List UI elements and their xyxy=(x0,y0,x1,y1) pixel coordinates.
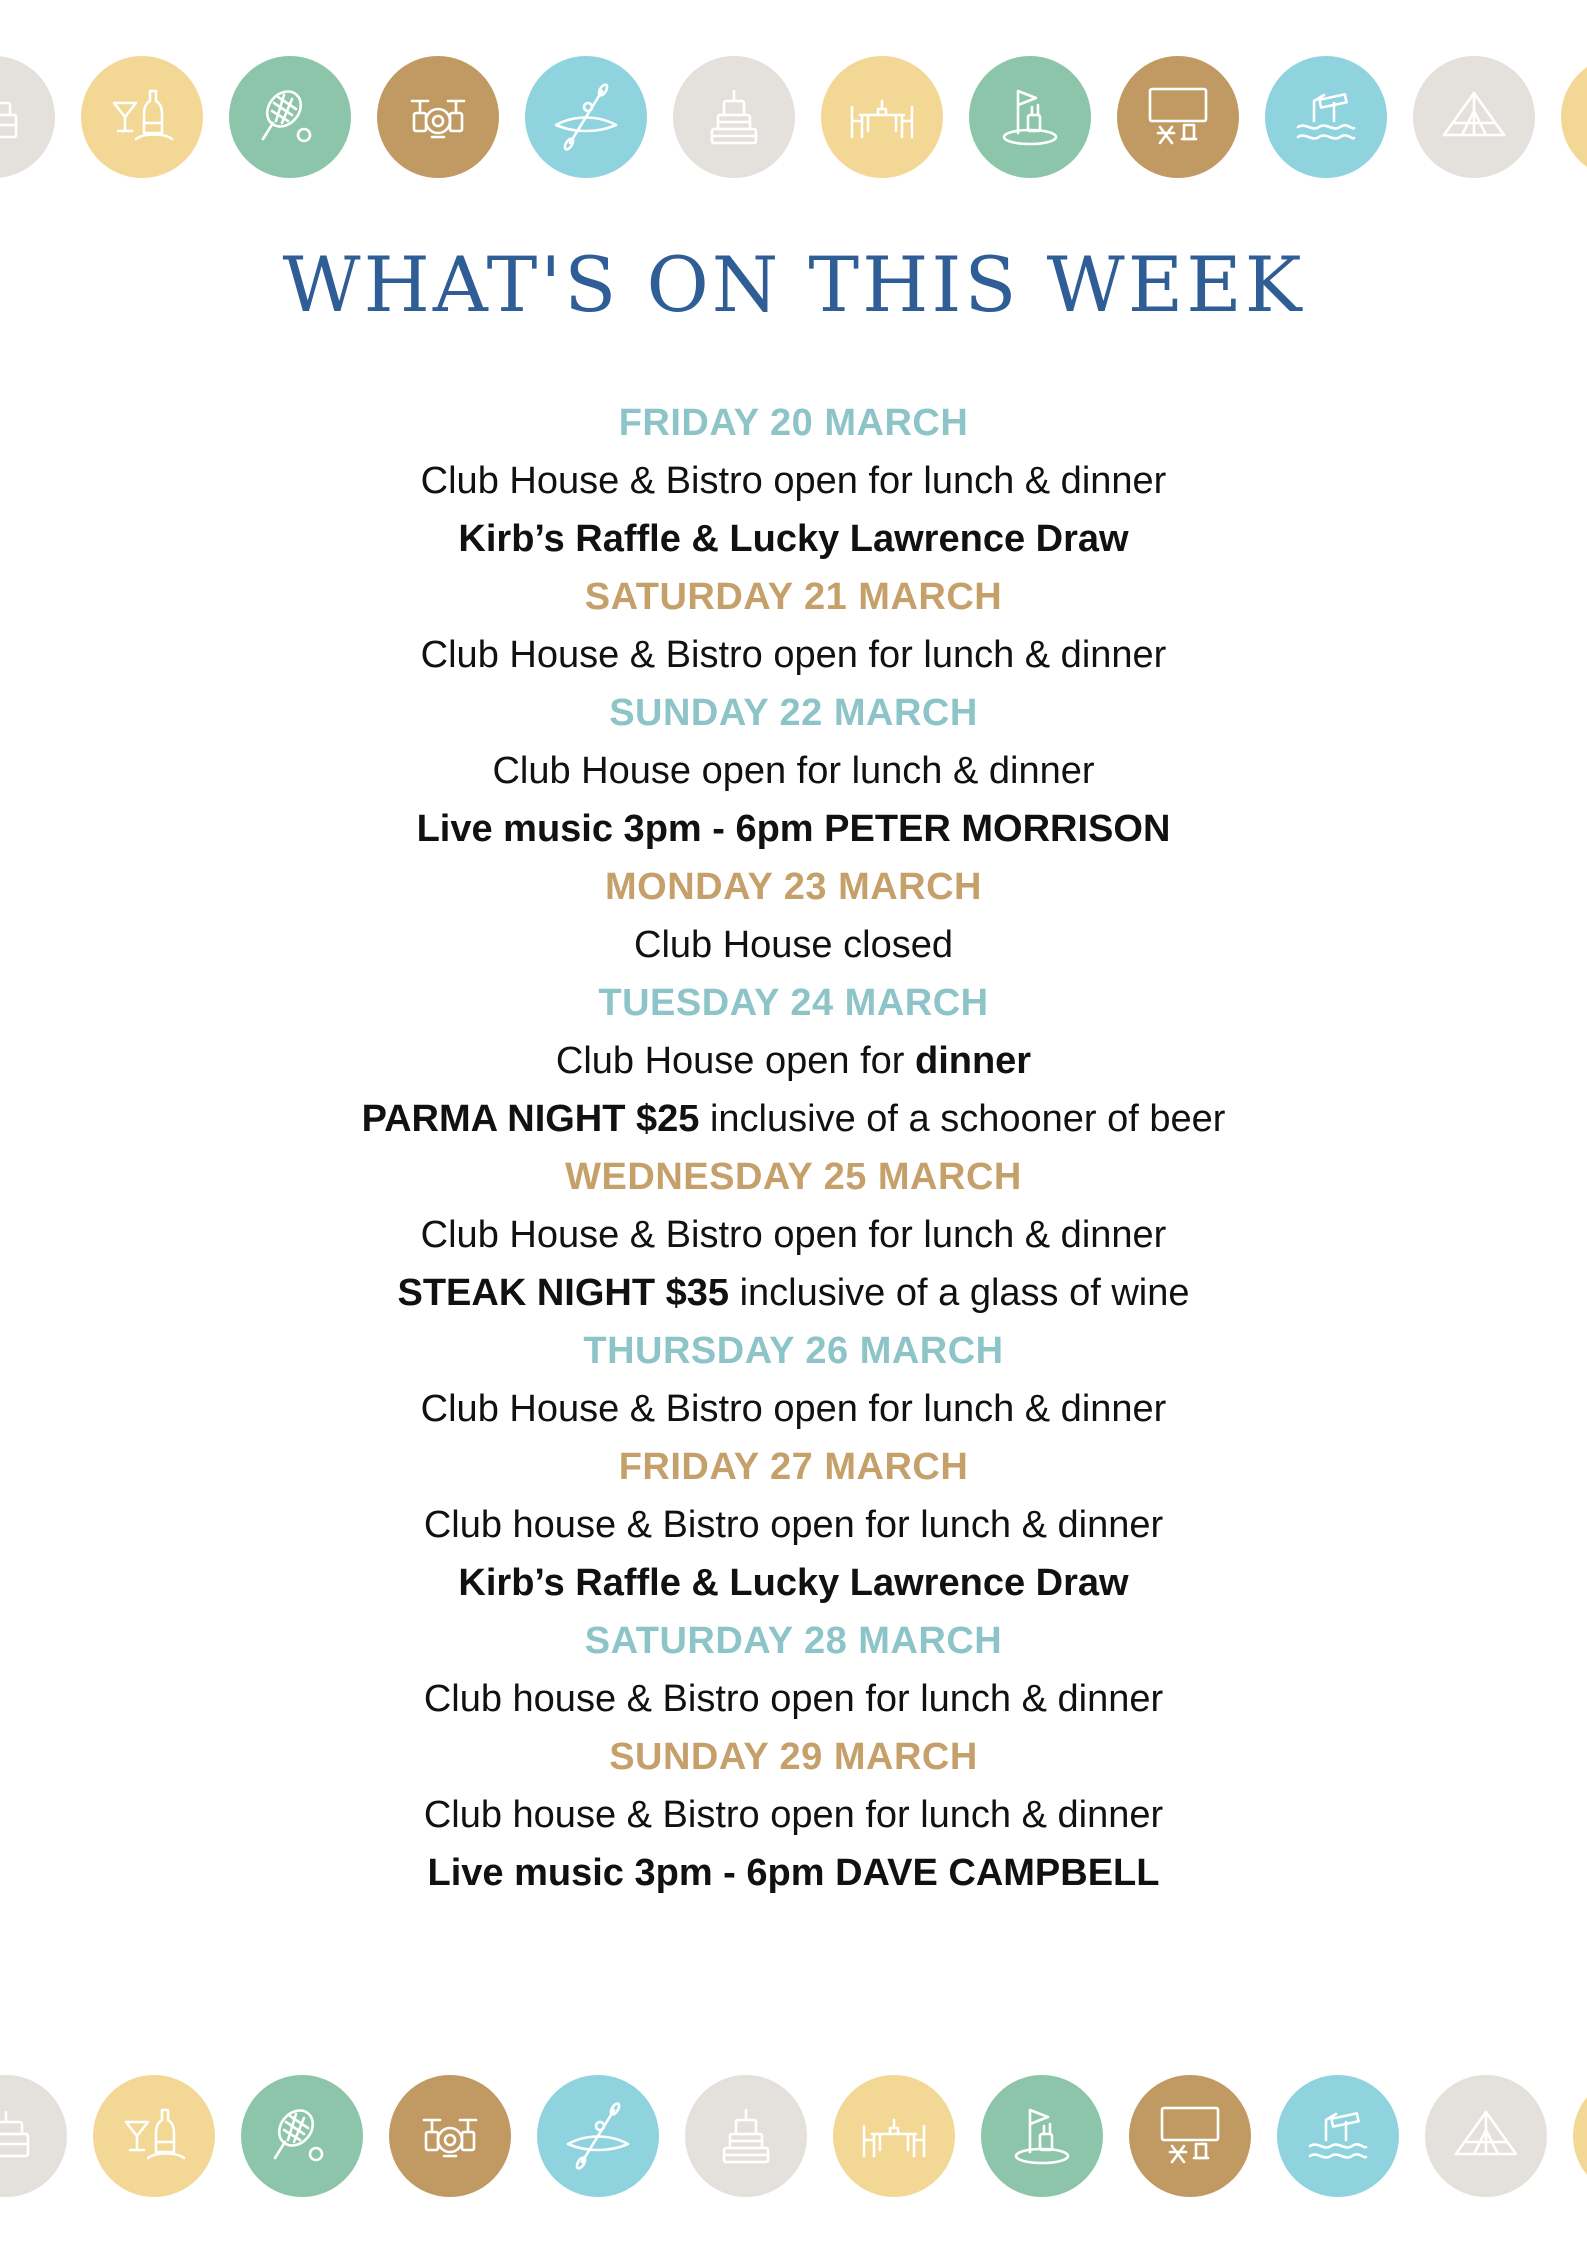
tennis-circle xyxy=(229,56,351,178)
pool-circle xyxy=(1265,56,1387,178)
kayak-icon xyxy=(562,2100,634,2172)
dining-table-icon xyxy=(858,2100,930,2172)
event-line xyxy=(0,1206,1587,1264)
event-line xyxy=(0,1380,1587,1438)
pool-circle xyxy=(1277,2075,1399,2197)
golf-circle xyxy=(981,2075,1103,2197)
day-heading: WEDNESDAY 25 MARCH xyxy=(565,1156,1022,1198)
coffee-cup-circle xyxy=(1561,56,1587,178)
event-line xyxy=(0,1554,1587,1612)
event-line xyxy=(0,916,1587,974)
event-highlight: Live music 3pm - 6pm PETER MORRISON xyxy=(416,808,1171,850)
day-heading: THURSDAY 26 MARCH xyxy=(583,1330,1004,1372)
day-heading: TUESDAY 24 MARCH xyxy=(598,982,989,1024)
cocktail-wine-icon xyxy=(118,2100,190,2172)
event-line xyxy=(0,1670,1587,1728)
cocktail-wine-icon xyxy=(106,81,178,153)
pool-icon xyxy=(1290,81,1362,153)
weekly-schedule xyxy=(0,394,1587,1902)
cake-circle xyxy=(0,2075,67,2197)
event-highlight: STEAK NIGHT $35 xyxy=(397,1272,730,1314)
dining-table-circle xyxy=(821,56,943,178)
day-heading: FRIDAY 20 MARCH xyxy=(618,402,969,444)
event-text: inclusive of a schooner of beer xyxy=(699,1098,1226,1140)
event-text: Club House open for lunch & dinner xyxy=(492,750,1095,792)
day-heading: SATURDAY 28 MARCH xyxy=(584,1620,1003,1662)
event-line xyxy=(0,1032,1587,1090)
event-line xyxy=(0,510,1587,568)
tennis-icon xyxy=(254,81,326,153)
day-heading: MONDAY 23 MARCH xyxy=(604,866,983,908)
tennis-icon xyxy=(266,2100,338,2172)
bottom-icon-strip xyxy=(0,2075,1587,2200)
kayak-circle xyxy=(525,56,647,178)
event-text: Club House closed xyxy=(634,924,953,966)
event-line xyxy=(0,1090,1587,1148)
pool-icon xyxy=(1302,2100,1374,2172)
event-line xyxy=(0,800,1587,858)
event-highlight: Kirb’s Raffle & Lucky Lawrence Draw xyxy=(458,518,1129,560)
kayak-icon xyxy=(550,81,622,153)
day-heading: SATURDAY 21 MARCH xyxy=(584,576,1003,618)
event-text: Club House & Bistro open for lunch & dinner xyxy=(420,634,1167,676)
golf-circle xyxy=(969,56,1091,178)
event-line xyxy=(0,1264,1587,1322)
cake-icon xyxy=(0,2100,42,2172)
golf-icon xyxy=(1006,2100,1078,2172)
golf-icon xyxy=(994,81,1066,153)
tent-icon xyxy=(1450,2100,1522,2172)
wedding-cake-icon xyxy=(698,81,770,153)
tent-icon xyxy=(1438,81,1510,153)
cocktail-wine-circle xyxy=(93,2075,215,2197)
day-heading: SUNDAY 22 MARCH xyxy=(609,692,978,734)
event-text: Club house & Bistro open for lunch & dinner xyxy=(423,1504,1164,1546)
drum-kit-icon xyxy=(414,2100,486,2172)
cinema-screen-circle xyxy=(1117,56,1239,178)
event-highlight: PARMA NIGHT $25 xyxy=(361,1098,700,1140)
event-text: Club House & Bistro open for lunch & dinner xyxy=(420,460,1167,502)
dining-table-circle xyxy=(833,2075,955,2197)
drum-kit-icon xyxy=(402,81,474,153)
page-title: WHAT'S ON THIS WEEK xyxy=(282,240,1305,329)
event-line xyxy=(0,1786,1587,1844)
event-line xyxy=(0,1496,1587,1554)
cake-circle xyxy=(0,56,55,178)
event-line xyxy=(0,626,1587,684)
cinema-screen-icon xyxy=(1142,81,1214,153)
dining-table-icon xyxy=(846,81,918,153)
cake-icon xyxy=(0,81,30,153)
day-heading: SUNDAY 29 MARCH xyxy=(609,1736,978,1778)
coffee-cup-circle xyxy=(1573,2075,1587,2197)
cinema-screen-circle xyxy=(1129,2075,1251,2197)
event-text: Club House & Bistro open for lunch & dinner xyxy=(420,1388,1167,1430)
event-highlight: dinner xyxy=(914,1040,1032,1082)
top-icon-strip xyxy=(0,56,1587,181)
drum-kit-circle xyxy=(389,2075,511,2197)
event-text: Club House & Bistro open for lunch & dinner xyxy=(420,1214,1167,1256)
wedding-cake-circle xyxy=(673,56,795,178)
event-line xyxy=(0,452,1587,510)
event-text: Club house & Bistro open for lunch & dinner xyxy=(423,1794,1164,1836)
cocktail-wine-circle xyxy=(81,56,203,178)
event-line xyxy=(0,1844,1587,1902)
event-text: inclusive of a glass of wine xyxy=(729,1272,1190,1314)
cinema-screen-icon xyxy=(1154,2100,1226,2172)
drum-kit-circle xyxy=(377,56,499,178)
tennis-circle xyxy=(241,2075,363,2197)
tent-circle xyxy=(1425,2075,1547,2197)
event-highlight: Live music 3pm - 6pm DAVE CAMPBELL xyxy=(427,1852,1160,1894)
wedding-cake-icon xyxy=(710,2100,782,2172)
wedding-cake-circle xyxy=(685,2075,807,2197)
event-text: Club house & Bistro open for lunch & dinner xyxy=(423,1678,1164,1720)
event-text: Club House open for xyxy=(555,1040,915,1082)
event-highlight: Kirb’s Raffle & Lucky Lawrence Draw xyxy=(458,1562,1129,1604)
kayak-circle xyxy=(537,2075,659,2197)
day-heading: FRIDAY 27 MARCH xyxy=(618,1446,969,1488)
event-line xyxy=(0,742,1587,800)
tent-circle xyxy=(1413,56,1535,178)
